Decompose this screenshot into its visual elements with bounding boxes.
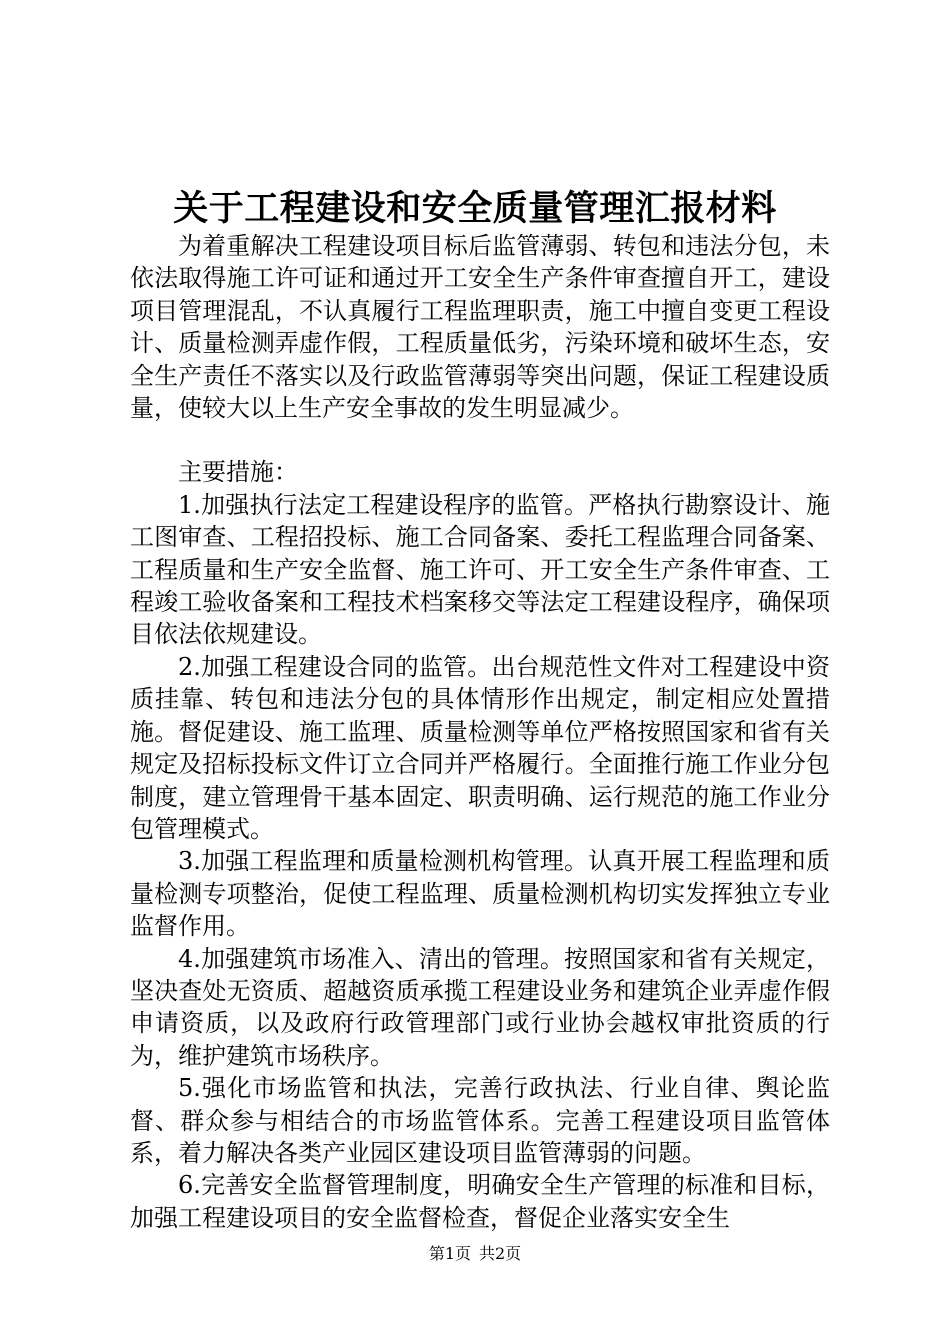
- measure-paragraph: 5.强化市场监管和执法，完善行政执法、行业自律、舆论监督、群众参与相结合的市场监管体系。完善工程建设项目监管体系，着力解决各类产业园区建设项目监管薄弱的问题。: [130, 1074, 830, 1167]
- document-title: 关于工程建设和安全质量管理汇报材料: [173, 188, 777, 229]
- measure-paragraph: 4.加强建筑市场准入、清出的管理。按照国家和省有关规定，坚决查处无资质、超越资质承揽工程建设业务和建筑企业弄虚作假申请资质，以及政府行政管理部门或行业协会越权审批资质的行为，维护建筑市场秩序。: [130, 944, 830, 1070]
- measure-paragraph: 3.加强工程监理和质量检测机构管理。认真开展工程监理和质量检测专项整治，促使工程监理、质量检测机构切实发挥独立专业监督作用。: [130, 847, 830, 941]
- intro-paragraph: 为着重解决工程建设项目标后监管薄弱、转包和违法分包，未依法取得施工许可证和通过开工安全生产条件审查擅自开工，建设项目管理混乱，不认真履行工程监理职责，施工中擅自变更工程设计、质量检测弄虚作假，工程质量低劣，污染环境和破坏生态，安全生产责任不落实以及行政监管薄弱等突出问题，保证工程建设质量，使较大以上生产安全事故的发生明显减少。: [130, 232, 830, 423]
- measure-paragraph: 1.加强执行法定工程建设程序的监管。严格执行勘察设计、施工图审查、工程招投标、施工合同备案、委托工程监理合同备案、工程质量和生产安全监督、施工许可、开工安全生产条件审查、工程竣工验收备案和工程技术档案移交等法定工程建设程序，确保项目依法依规建设。: [130, 490, 830, 649]
- measure-paragraph: 6.完善安全监督管理制度，明确安全生产管理的标准和目标，加强工程建设项目的安全监督检查，督促企业落实安全生: [130, 1171, 830, 1232]
- measures-heading: 主要措施：: [178, 458, 298, 487]
- document-body: [130, 230, 830, 1234]
- measure-paragraph: 2.加强工程建设合同的监管。出台规范性文件对工程建设中资质挂靠、转包和违法分包的具体情形作出规定，制定相应处置措施。督促建设、施工监理、质量检测等单位严格按照国家和省有关规定及招标投标文件订立合同并严格履行。全面推行施工作业分包制度，建立管理骨干基本固定、职责明确、运行规范的施工作业分包管理模式。: [130, 652, 830, 843]
- page-total: 共2页: [479, 1244, 522, 1263]
- page-footer: [0, 1243, 950, 1265]
- page-number: 第1页: [428, 1244, 471, 1263]
